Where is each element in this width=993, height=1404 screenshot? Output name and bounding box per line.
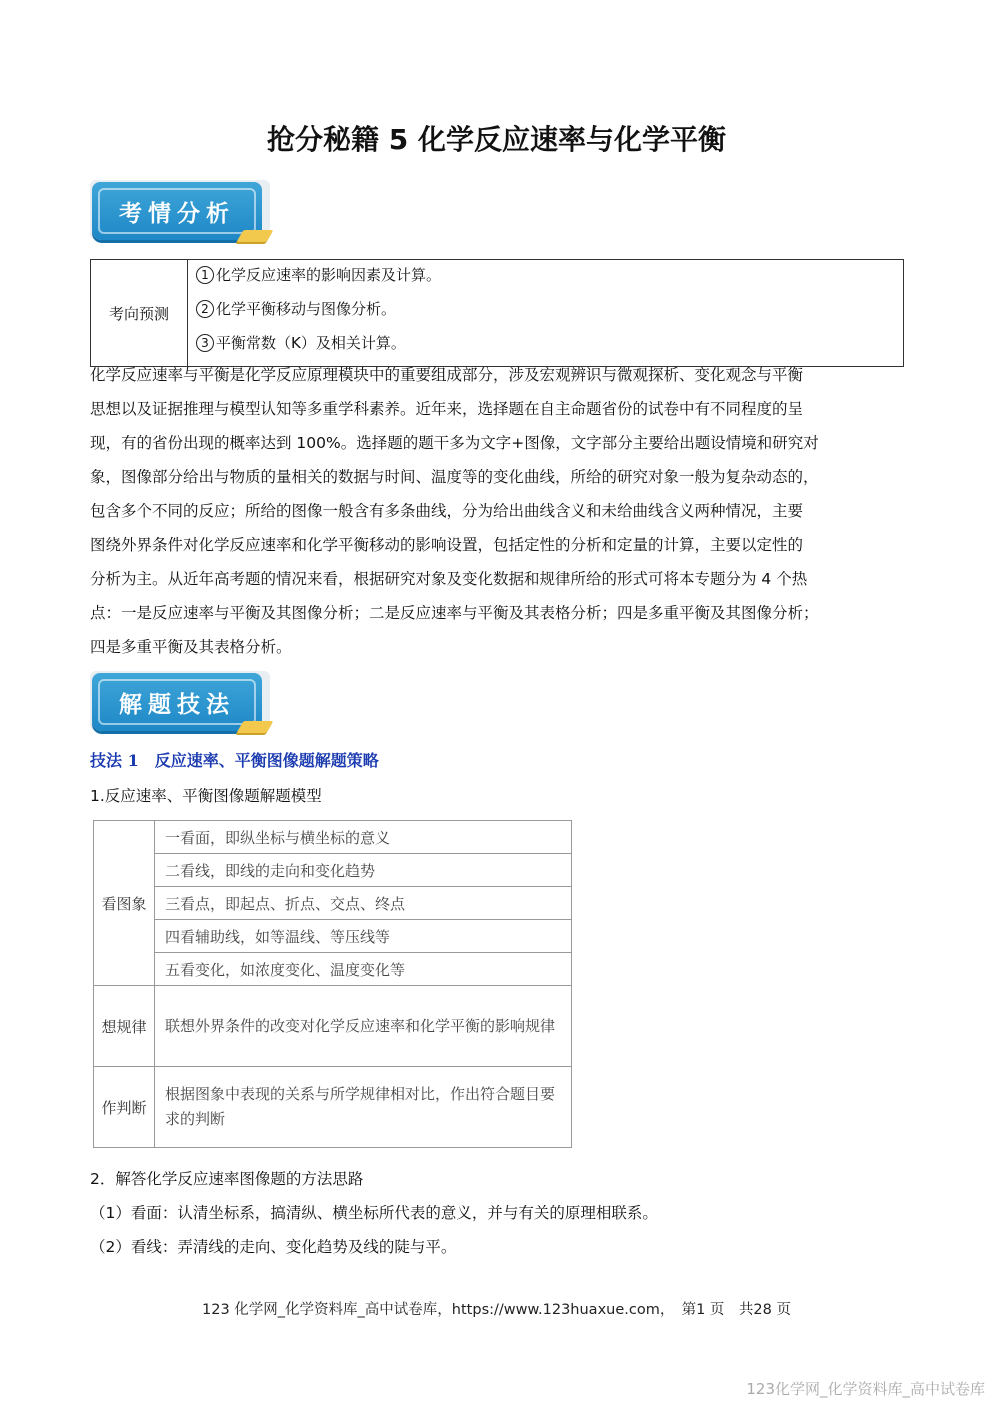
section-banner-exam-analysis — [90, 180, 280, 246]
analysis-paragraph — [90, 358, 910, 664]
model-heading: 1.反应速率、平衡图像题解题模型 — [90, 787, 322, 805]
forecast-item-text: 化学反应速率的影响因素及计算。 — [216, 266, 442, 284]
watermark: 123化学网_化学资料库_高中试卷库 — [746, 1380, 985, 1398]
section-banner-techniques — [90, 671, 280, 737]
paragraph-line: 图绕外界条件对化学反应速率和化学平衡移动的影响设置，包括定性的分析和定量的计算，主要以定性的 — [90, 536, 804, 554]
forecast-item — [196, 296, 895, 330]
paragraph-line: 点：一是反应速率与平衡及其图像分析；二是反应速率与平衡及其表格分析；四是多重平衡及其图像分析； — [90, 604, 819, 622]
circled-number: 3 — [196, 334, 214, 352]
circled-number: 1 — [196, 266, 214, 284]
forecast-item — [196, 262, 895, 296]
paragraph-line: 现，有的省份出现的概率达到 100%。选择题的题干多为文字+图像，文字部分主要给出题设情境和研究对 — [90, 434, 819, 452]
exam-forecast-table — [90, 259, 904, 367]
paragraph-line: 四是多重平衡及其表格分析。 — [90, 638, 292, 656]
method-item: （1）看面：认清坐标系，搞清纵、横坐标所代表的意义，并与有关的原理相联系。 — [90, 1204, 658, 1222]
category-cell: 看图象 — [94, 821, 155, 986]
method-heading: 2．解答化学反应速率图像题的方法思路 — [90, 1170, 364, 1188]
page-title: 抢分秘籍 5 化学反应速率与化学平衡 — [267, 123, 726, 156]
step-cell: 联想外界条件的改变对化学反应速率和化学平衡的影响规律 — [155, 986, 572, 1067]
section-label: 解题技法 — [119, 692, 235, 718]
paragraph-line: 化学反应速率与平衡是化学反应原理模块中的重要组成部分，涉及宏观辨识与微观探析、变化观念与平衡 — [90, 366, 804, 384]
technique-title: 技法 1 反应速率、平衡图像题解题策略 — [90, 751, 379, 770]
paragraph-line: 思想以及证据推理与模型认知等多重学科素养。近年来，选择题在自主命题省份的试卷中有不同程度的呈 — [90, 400, 804, 418]
category-cell: 作判断 — [94, 1067, 155, 1148]
solution-model-table — [93, 820, 572, 1148]
step-cell: 根据图象中表现的关系与所学规律相对比，作出符合题目要求的判断 — [155, 1067, 572, 1148]
paragraph-line: 分析为主。从近年高考题的情况来看，根据研究对象及变化数据和规律所给的形式可将本专题分为 4 个热 — [90, 570, 808, 588]
paragraph-line: 包含多个不同的反应；所给的图像一般含有多条曲线，分为给出曲线含义和未给曲线含义两种情况，主要 — [90, 502, 804, 520]
book-icon — [237, 230, 274, 242]
category-cell: 想规律 — [94, 986, 155, 1067]
circled-number: 2 — [196, 300, 214, 318]
paragraph-line: 象，图像部分给出与物质的量相关的数据与时间、温度等的变化曲线，所给的研究对象一般为复杂动态的， — [90, 468, 819, 486]
step-cell: 五看变化，如浓度变化、温度变化等 — [155, 953, 572, 986]
method-item: （2）看线：弄清线的走向、变化趋势及线的陡与平。 — [90, 1238, 457, 1256]
forecast-item-text: 化学平衡移动与图像分析。 — [216, 300, 397, 318]
forecast-label: 考向预测 — [91, 260, 188, 367]
section-label: 考情分析 — [119, 201, 235, 227]
book-icon — [237, 721, 274, 733]
step-cell: 一看面，即纵坐标与横坐标的意义 — [155, 821, 572, 854]
step-cell: 二看线，即线的走向和变化趋势 — [155, 854, 572, 887]
forecast-item-text: 平衡常数（K）及相关计算。 — [216, 334, 406, 352]
page-footer: 123 化学网_化学资料库_高中试卷库，https://www.123huaxue.com， 第1 页 共28 页 — [202, 1302, 791, 1318]
forecast-items — [188, 260, 904, 367]
step-cell: 三看点，即起点、折点、交点、终点 — [155, 887, 572, 920]
step-cell: 四看辅助线，如等温线、等压线等 — [155, 920, 572, 953]
